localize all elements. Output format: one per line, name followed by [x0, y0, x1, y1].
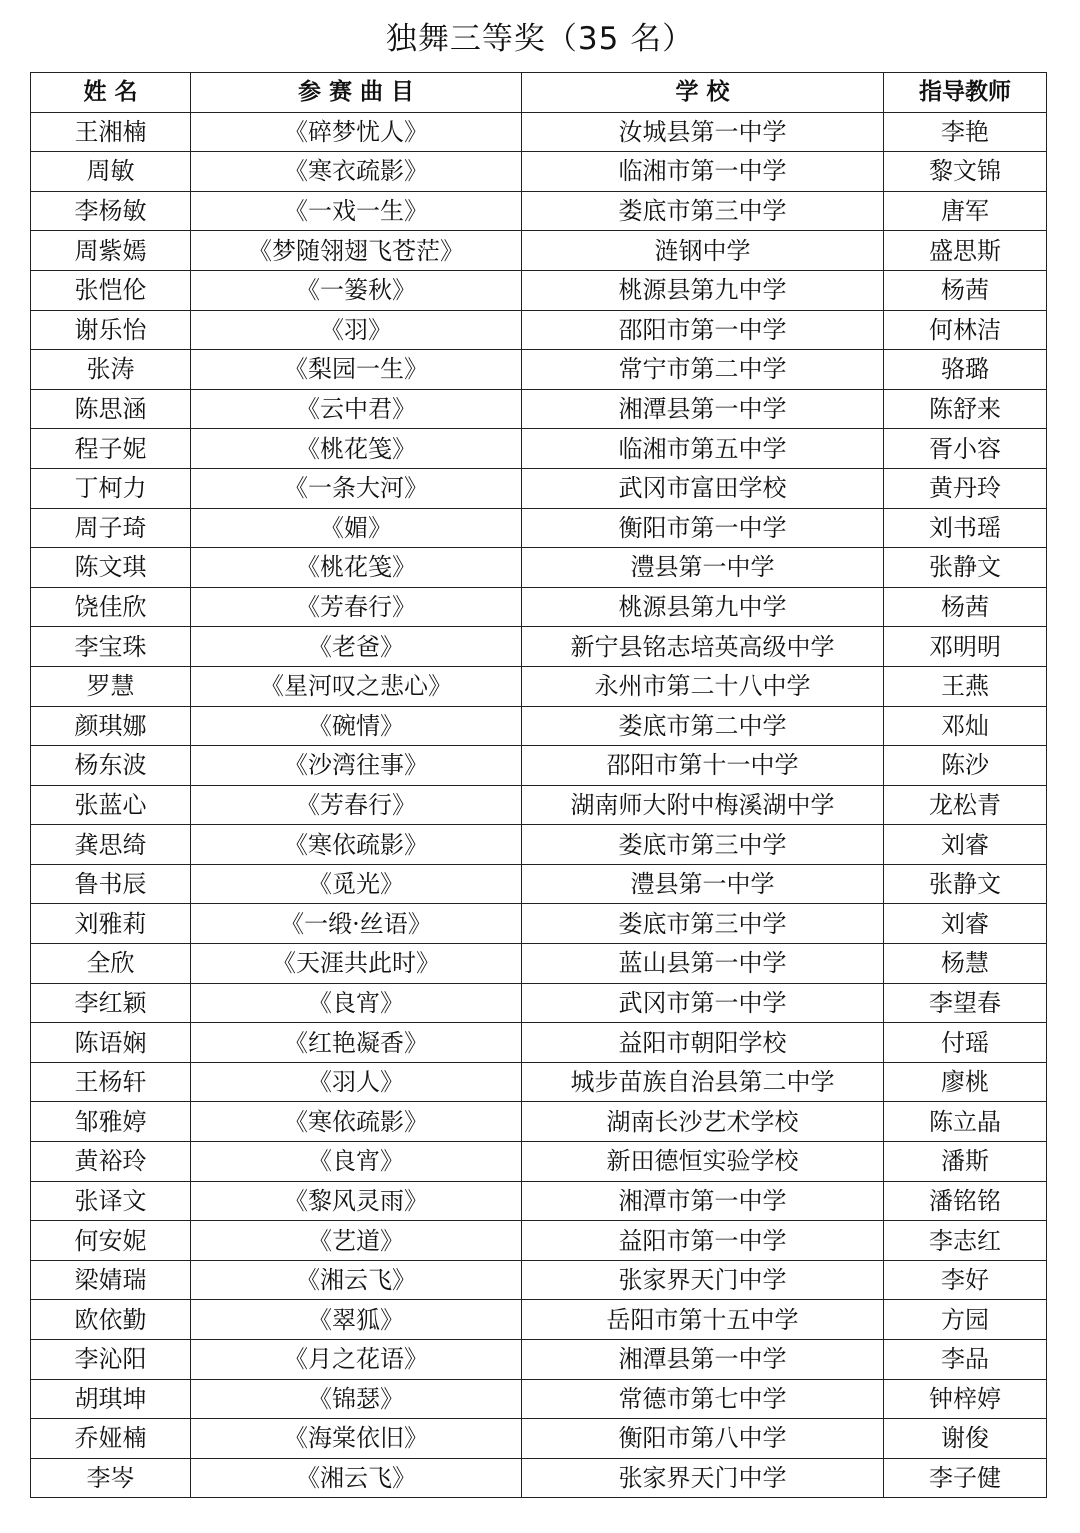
table-row [31, 785, 1047, 825]
cell-name: 王杨轩 [31, 1062, 191, 1102]
cell-teacher: 杨慧 [884, 944, 1047, 984]
cell-teacher: 李艳 [884, 112, 1047, 152]
cell-school: 涟钢中学 [522, 231, 884, 271]
table-row [31, 1062, 1047, 1102]
table-row [31, 468, 1047, 508]
cell-school: 城步苗族自治县第二中学 [522, 1062, 884, 1102]
header-piece: 参 赛 曲 目 [191, 73, 522, 113]
cell-piece: 《芳春行》 [191, 785, 522, 825]
table-row [31, 191, 1047, 231]
cell-teacher: 李品 [884, 1340, 1047, 1380]
cell-school: 娄底市第三中学 [522, 191, 884, 231]
cell-teacher: 钟梓婷 [884, 1379, 1047, 1419]
table-row [31, 152, 1047, 192]
cell-name: 陈文琪 [31, 548, 191, 588]
cell-teacher: 骆璐 [884, 350, 1047, 390]
cell-piece: 《碎梦忧人》 [191, 112, 522, 152]
cell-teacher: 方园 [884, 1300, 1047, 1340]
table-body [31, 112, 1047, 1498]
table-row [31, 1419, 1047, 1459]
cell-school: 新宁县铭志培英高级中学 [522, 627, 884, 667]
table-row [31, 1260, 1047, 1300]
cell-name: 龚思绮 [31, 825, 191, 865]
table-row [31, 1221, 1047, 1261]
cell-teacher: 廖桃 [884, 1062, 1047, 1102]
table-row [31, 1142, 1047, 1182]
cell-name: 李红颖 [31, 983, 191, 1023]
cell-name: 黄裕玲 [31, 1142, 191, 1182]
table-row [31, 904, 1047, 944]
table-row [31, 587, 1047, 627]
cell-teacher: 付瑶 [884, 1023, 1047, 1063]
table-row [31, 548, 1047, 588]
table-row [31, 389, 1047, 429]
cell-name: 周紫嫣 [31, 231, 191, 271]
cell-school: 湘潭市第一中学 [522, 1181, 884, 1221]
cell-piece: 《媚》 [191, 508, 522, 548]
cell-school: 永州市第二十八中学 [522, 666, 884, 706]
cell-school: 澧县第一中学 [522, 548, 884, 588]
cell-school: 湘潭县第一中学 [522, 1340, 884, 1380]
cell-piece: 《寒依疏影》 [191, 1102, 522, 1142]
cell-piece: 《湘云飞》 [191, 1458, 522, 1498]
cell-piece: 《红艳凝香》 [191, 1023, 522, 1063]
cell-piece: 《羽人》 [191, 1062, 522, 1102]
cell-name: 张译文 [31, 1181, 191, 1221]
cell-name: 刘雅莉 [31, 904, 191, 944]
cell-teacher: 刘睿 [884, 825, 1047, 865]
cell-name: 谢乐怡 [31, 310, 191, 350]
cell-teacher: 何林洁 [884, 310, 1047, 350]
cell-school: 汝城县第一中学 [522, 112, 884, 152]
cell-teacher: 盛思斯 [884, 231, 1047, 271]
cell-teacher: 黄丹玲 [884, 468, 1047, 508]
cell-school: 武冈市第一中学 [522, 983, 884, 1023]
table-row [31, 864, 1047, 904]
table-row [31, 825, 1047, 865]
table-row [31, 1379, 1047, 1419]
cell-piece: 《翠狐》 [191, 1300, 522, 1340]
cell-name: 李沁阳 [31, 1340, 191, 1380]
cell-teacher: 黎文锦 [884, 152, 1047, 192]
cell-name: 丁柯力 [31, 468, 191, 508]
cell-piece: 《艺道》 [191, 1221, 522, 1261]
cell-teacher: 李子健 [884, 1458, 1047, 1498]
cell-school: 张家界天门中学 [522, 1260, 884, 1300]
cell-piece: 《良宵》 [191, 983, 522, 1023]
cell-teacher: 张静文 [884, 864, 1047, 904]
cell-piece: 《寒依疏影》 [191, 825, 522, 865]
cell-name: 张恺伦 [31, 270, 191, 310]
cell-school: 衡阳市第一中学 [522, 508, 884, 548]
table-row [31, 1458, 1047, 1498]
header-name: 姓 名 [31, 73, 191, 113]
cell-piece: 《湘云飞》 [191, 1260, 522, 1300]
cell-piece: 《一戏一生》 [191, 191, 522, 231]
cell-school: 常宁市第二中学 [522, 350, 884, 390]
table-row [31, 1340, 1047, 1380]
cell-school: 澧县第一中学 [522, 864, 884, 904]
cell-school: 娄底市第二中学 [522, 706, 884, 746]
cell-name: 杨东波 [31, 746, 191, 786]
cell-teacher: 邓明明 [884, 627, 1047, 667]
cell-teacher: 李望春 [884, 983, 1047, 1023]
table-row [31, 429, 1047, 469]
cell-teacher: 潘斯 [884, 1142, 1047, 1182]
cell-name: 胡琪坤 [31, 1379, 191, 1419]
cell-school: 武冈市富田学校 [522, 468, 884, 508]
cell-teacher: 李志红 [884, 1221, 1047, 1261]
cell-piece: 《云中君》 [191, 389, 522, 429]
cell-teacher: 邓灿 [884, 706, 1047, 746]
cell-piece: 《锦瑟》 [191, 1379, 522, 1419]
cell-name: 何安妮 [31, 1221, 191, 1261]
table-row [31, 944, 1047, 984]
cell-name: 李宝珠 [31, 627, 191, 667]
page-title: 独舞三等奖（35 名） [385, 21, 695, 57]
header-school: 学 校 [522, 73, 884, 113]
cell-teacher: 陈沙 [884, 746, 1047, 786]
cell-piece: 《老爸》 [191, 627, 522, 667]
cell-teacher: 唐军 [884, 191, 1047, 231]
cell-piece: 《星河叹之悲心》 [191, 666, 522, 706]
cell-name: 颜琪娜 [31, 706, 191, 746]
cell-teacher: 潘铭铭 [884, 1181, 1047, 1221]
cell-teacher: 陈立晶 [884, 1102, 1047, 1142]
cell-piece: 《天涯共此时》 [191, 944, 522, 984]
cell-teacher: 谢俊 [884, 1419, 1047, 1459]
cell-school: 湘潭县第一中学 [522, 389, 884, 429]
cell-name: 梁婧瑞 [31, 1260, 191, 1300]
cell-piece: 《芳春行》 [191, 587, 522, 627]
table-row [31, 746, 1047, 786]
cell-teacher: 杨茜 [884, 587, 1047, 627]
cell-piece: 《寒衣疏影》 [191, 152, 522, 192]
cell-school: 蓝山县第一中学 [522, 944, 884, 984]
table-row [31, 112, 1047, 152]
cell-name: 全欣 [31, 944, 191, 984]
cell-teacher: 胥小容 [884, 429, 1047, 469]
cell-piece: 《海棠依旧》 [191, 1419, 522, 1459]
cell-name: 王湘楠 [31, 112, 191, 152]
cell-school: 临湘市第一中学 [522, 152, 884, 192]
cell-name: 鲁书辰 [31, 864, 191, 904]
cell-school: 临湘市第五中学 [522, 429, 884, 469]
cell-name: 陈思涵 [31, 389, 191, 429]
cell-teacher: 龙松青 [884, 785, 1047, 825]
cell-school: 张家界天门中学 [522, 1458, 884, 1498]
table-row [31, 1102, 1047, 1142]
cell-school: 邵阳市第十一中学 [522, 746, 884, 786]
cell-name: 李岑 [31, 1458, 191, 1498]
cell-school: 益阳市第一中学 [522, 1221, 884, 1261]
table-row [31, 666, 1047, 706]
cell-piece: 《一条大河》 [191, 468, 522, 508]
cell-name: 张涛 [31, 350, 191, 390]
cell-school: 娄底市第三中学 [522, 904, 884, 944]
cell-name: 乔娅楠 [31, 1419, 191, 1459]
cell-name: 陈语娴 [31, 1023, 191, 1063]
cell-school: 娄底市第三中学 [522, 825, 884, 865]
cell-teacher: 李好 [884, 1260, 1047, 1300]
cell-name: 罗慧 [31, 666, 191, 706]
cell-piece: 《一篓秋》 [191, 270, 522, 310]
table-row [31, 310, 1047, 350]
award-table [30, 72, 1047, 1498]
table-header-row [31, 73, 1047, 113]
cell-name: 周子琦 [31, 508, 191, 548]
cell-piece: 《黎风灵雨》 [191, 1181, 522, 1221]
cell-piece: 《一缎·丝语》 [191, 904, 522, 944]
cell-teacher: 张静文 [884, 548, 1047, 588]
cell-teacher: 刘书瑶 [884, 508, 1047, 548]
table-row [31, 1300, 1047, 1340]
cell-school: 邵阳市第一中学 [522, 310, 884, 350]
table-row [31, 231, 1047, 271]
cell-piece: 《月之花语》 [191, 1340, 522, 1380]
table-row [31, 1181, 1047, 1221]
cell-school: 桃源县第九中学 [522, 587, 884, 627]
cell-school: 湖南师大附中梅溪湖中学 [522, 785, 884, 825]
cell-name: 李杨敏 [31, 191, 191, 231]
cell-piece: 《桃花笺》 [191, 429, 522, 469]
cell-name: 欧依勤 [31, 1300, 191, 1340]
cell-school: 新田德恒实验学校 [522, 1142, 884, 1182]
table-row [31, 983, 1047, 1023]
cell-piece: 《良宵》 [191, 1142, 522, 1182]
cell-school: 桃源县第九中学 [522, 270, 884, 310]
cell-teacher: 刘睿 [884, 904, 1047, 944]
cell-name: 程子妮 [31, 429, 191, 469]
cell-name: 周敏 [31, 152, 191, 192]
header-teacher: 指导教师 [884, 73, 1047, 113]
table-row [31, 508, 1047, 548]
cell-school: 岳阳市第十五中学 [522, 1300, 884, 1340]
cell-school: 湖南长沙艺术学校 [522, 1102, 884, 1142]
table-row [31, 270, 1047, 310]
cell-piece: 《觅光》 [191, 864, 522, 904]
table-row [31, 350, 1047, 390]
cell-piece: 《羽》 [191, 310, 522, 350]
cell-school: 衡阳市第八中学 [522, 1419, 884, 1459]
cell-piece: 《梦随翎翅飞苍茫》 [191, 231, 522, 271]
table-row [31, 706, 1047, 746]
cell-name: 张蓝心 [31, 785, 191, 825]
cell-school: 益阳市朝阳学校 [522, 1023, 884, 1063]
cell-name: 邹雅婷 [31, 1102, 191, 1142]
cell-name: 饶佳欣 [31, 587, 191, 627]
cell-piece: 《碗情》 [191, 706, 522, 746]
cell-piece: 《沙湾往事》 [191, 746, 522, 786]
cell-school: 常德市第七中学 [522, 1379, 884, 1419]
table-row [31, 627, 1047, 667]
cell-piece: 《桃花笺》 [191, 548, 522, 588]
cell-teacher: 陈舒来 [884, 389, 1047, 429]
cell-teacher: 杨茜 [884, 270, 1047, 310]
table-row [31, 1023, 1047, 1063]
cell-teacher: 王燕 [884, 666, 1047, 706]
cell-piece: 《梨园一生》 [191, 350, 522, 390]
